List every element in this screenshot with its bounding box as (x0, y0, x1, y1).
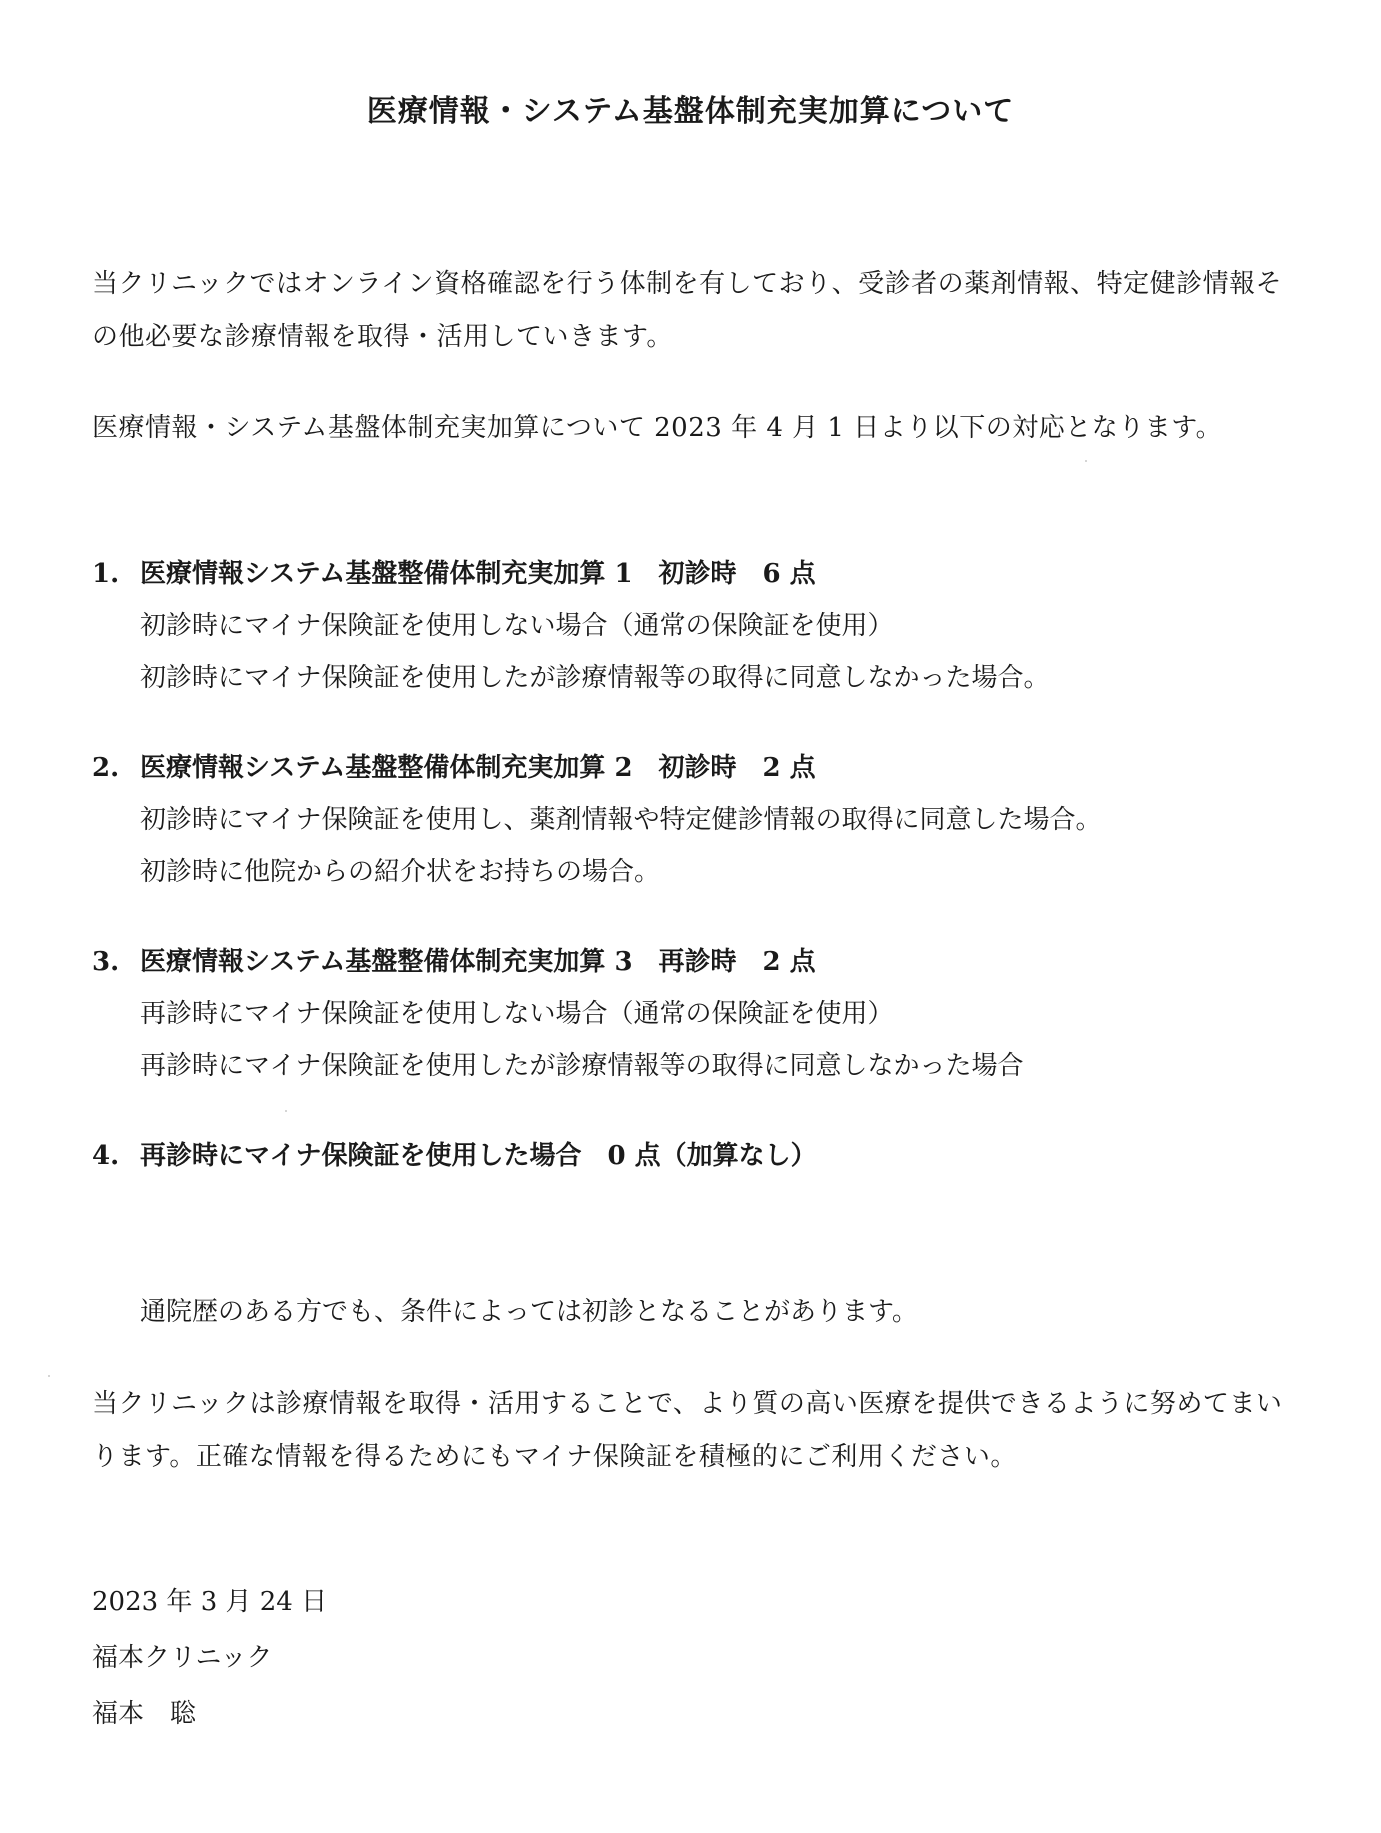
document-title: 医療情報・システム基盤体制充実加算について (366, 94, 1015, 129)
list-item-number: 4. (92, 1141, 120, 1171)
intro-paragraph-2: 医療情報・システム基盤体制充実加算について 2023 年 4 月 1 日より以下の対応となります。 (92, 413, 1223, 443)
scan-speck (1085, 460, 1087, 462)
list-item-title: 医療情報システム基盤整備体制充実加算 1 初診時 6 点 (140, 559, 816, 589)
list-item-detail: 初診時にマイナ保険証を使用したが診療情報等の取得に同意しなかった場合。 (140, 663, 1050, 693)
note-paragraph: 通院歴のある方でも、条件によっては初診となることがあります。 (140, 1297, 918, 1327)
list-item-detail: 再診時にマイナ保険証を使用したが診療情報等の取得に同意しなかった場合 (140, 1051, 1024, 1081)
signature-block (92, 1574, 327, 1742)
list-item-number: 1. (92, 559, 120, 589)
signature-date: 2023 年 3 月 24 日 (92, 1587, 328, 1617)
list-item-1 (92, 548, 1292, 704)
scan-speck (48, 1375, 50, 1377)
list-item-title: 再診時にマイナ保険証を使用した場合 0 点（加算なし） (140, 1141, 817, 1171)
closing-paragraph: 当クリニックは診療情報を取得・活用することで、より質の高い医療を提供できるように努めてまいります。正確な情報を得るためにもマイナ保険証を積極的にご利用ください。 (92, 1389, 1283, 1472)
list-item-detail: 初診時にマイナ保険証を使用しない場合（通常の保険証を使用） (140, 611, 894, 641)
intro-paragraph-1: 当クリニックではオンライン資格確認を行う体制を有しており、受診者の薬剤情報、特定健診情報その他必要な診療情報を取得・活用していきます。 (92, 269, 1283, 352)
list-item-number: 3. (92, 947, 120, 977)
list-item-title: 医療情報システム基盤整備体制充実加算 2 初診時 2 点 (140, 753, 816, 783)
list-item-detail: 初診時に他院からの紹介状をお持ちの場合。 (140, 857, 661, 887)
list-item-heading (92, 936, 1292, 988)
list-item-heading (92, 548, 1292, 600)
list-item-2 (92, 742, 1292, 898)
list-item-title: 医療情報システム基盤整備体制充実加算 3 再診時 2 点 (140, 947, 816, 977)
list-item-detail: 初診時にマイナ保険証を使用し、薬剤情報や特定健診情報の取得に同意した場合。 (140, 805, 1102, 835)
signature-clinic: 福本クリニック (92, 1643, 273, 1673)
list-item-heading (92, 742, 1292, 794)
signature-name: 福本 聡 (92, 1699, 197, 1729)
list-item-number: 2. (92, 753, 120, 783)
list-item-4 (92, 1130, 1292, 1182)
list-item-detail: 再診時にマイナ保険証を使用しない場合（通常の保険証を使用） (140, 999, 894, 1029)
list-item-heading (92, 1130, 1292, 1182)
list-item-3 (92, 936, 1292, 1092)
scan-speck (285, 1110, 287, 1112)
